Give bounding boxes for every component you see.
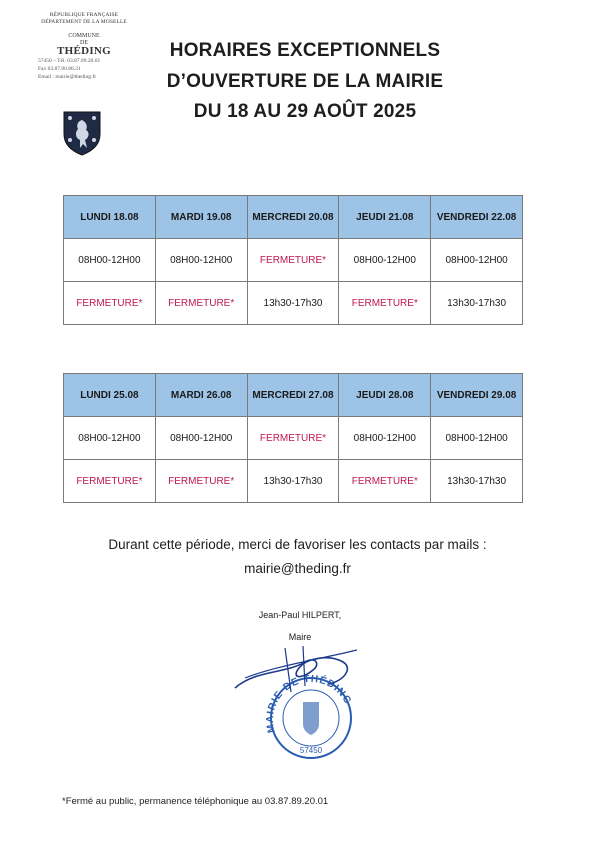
title-line-1: HORAIRES EXCEPTIONNELS (169, 40, 441, 61)
closed-cell: FERMETURE* (247, 417, 339, 460)
svg-text:MAIRIE DE THÉDING: MAIRIE DE THÉDING (264, 673, 354, 734)
hours-cell: 13h30-17h30 (247, 460, 339, 503)
commune-label: COMMUNE (68, 33, 100, 39)
hours-cell: 13h30-17h30 (431, 282, 523, 325)
contact-note (60, 533, 535, 581)
hours-cell: 08H00-12H00 (339, 239, 431, 282)
closed-cell: FERMETURE* (155, 460, 247, 503)
hours-cell: 13h30-17h30 (247, 282, 339, 325)
title-line-2: D’OUVERTURE DE LA MAIRIE (166, 70, 444, 92)
note-email[interactable]: mairie@theding.fr (244, 561, 351, 576)
day-header: MERCREDI 27.08 (247, 374, 339, 417)
fax-line: Fax 03.87.00.86.31 (38, 66, 81, 72)
hours-cell: 08H00-12H00 (155, 417, 247, 460)
table-header-row (64, 374, 523, 417)
title-line-3: DU 18 AU 29 AOÛT 2025 (193, 101, 417, 122)
table-row-afternoon (64, 282, 523, 325)
day-header: VENDREDI 29.08 (431, 374, 523, 417)
email-line: Email : mairie@theding.fr (38, 74, 97, 80)
official-stamp-icon (225, 640, 365, 760)
coat-of-arms-icon (62, 110, 102, 156)
note-line: Durant cette période, merci de favoriser les contacts par mails : (108, 537, 487, 552)
department-line: DÉPARTEMENT DE LA MOSELLE (41, 18, 127, 25)
day-header: JEUDI 21.08 (339, 196, 431, 239)
footnote: *Fermé au public, permanence téléphonique au 03.87.89.20.01 (62, 796, 329, 807)
closed-cell: FERMETURE* (64, 282, 156, 325)
day-header: MERCREDI 20.08 (247, 196, 339, 239)
day-header: VENDREDI 22.08 (431, 196, 523, 239)
schedule-table-week1 (63, 195, 523, 325)
day-header: LUNDI 18.08 (64, 196, 156, 239)
schedule-table-week2 (63, 373, 523, 503)
signer-role: Maire (288, 632, 312, 642)
signer-name: Jean-Paul HILPERT, (258, 610, 342, 620)
hours-cell: 13h30-17h30 (431, 460, 523, 503)
page-title (150, 36, 460, 128)
republic-line: RÉPUBLIQUE FRANÇAISE (49, 12, 119, 18)
closed-cell: FERMETURE* (64, 460, 156, 503)
closed-cell: FERMETURE* (247, 239, 339, 282)
tel-line: 57450 – Tél. 03.87.89.20.01 (38, 58, 101, 64)
svg-text:57450: 57450 (299, 746, 323, 755)
hours-cell: 08H00-12H00 (64, 239, 156, 282)
day-header: MARDI 19.08 (155, 196, 247, 239)
table-header-row (64, 196, 523, 239)
closed-cell: FERMETURE* (339, 282, 431, 325)
commune-de: DE (80, 39, 88, 46)
hours-cell: 08H00-12H00 (155, 239, 247, 282)
hours-cell: 08H00-12H00 (431, 239, 523, 282)
table-row-afternoon (64, 460, 523, 503)
closed-cell: FERMETURE* (339, 460, 431, 503)
closed-cell: FERMETURE* (155, 282, 247, 325)
hours-cell: 08H00-12H00 (64, 417, 156, 460)
day-header: JEUDI 28.08 (339, 374, 431, 417)
table-row-morning (64, 417, 523, 460)
day-header: LUNDI 25.08 (64, 374, 156, 417)
hours-cell: 08H00-12H00 (339, 417, 431, 460)
town-name: THÉDING (56, 45, 112, 57)
letterhead (34, 12, 134, 81)
hours-cell: 08H00-12H00 (431, 417, 523, 460)
day-header: MARDI 26.08 (155, 374, 247, 417)
table-row-morning (64, 239, 523, 282)
